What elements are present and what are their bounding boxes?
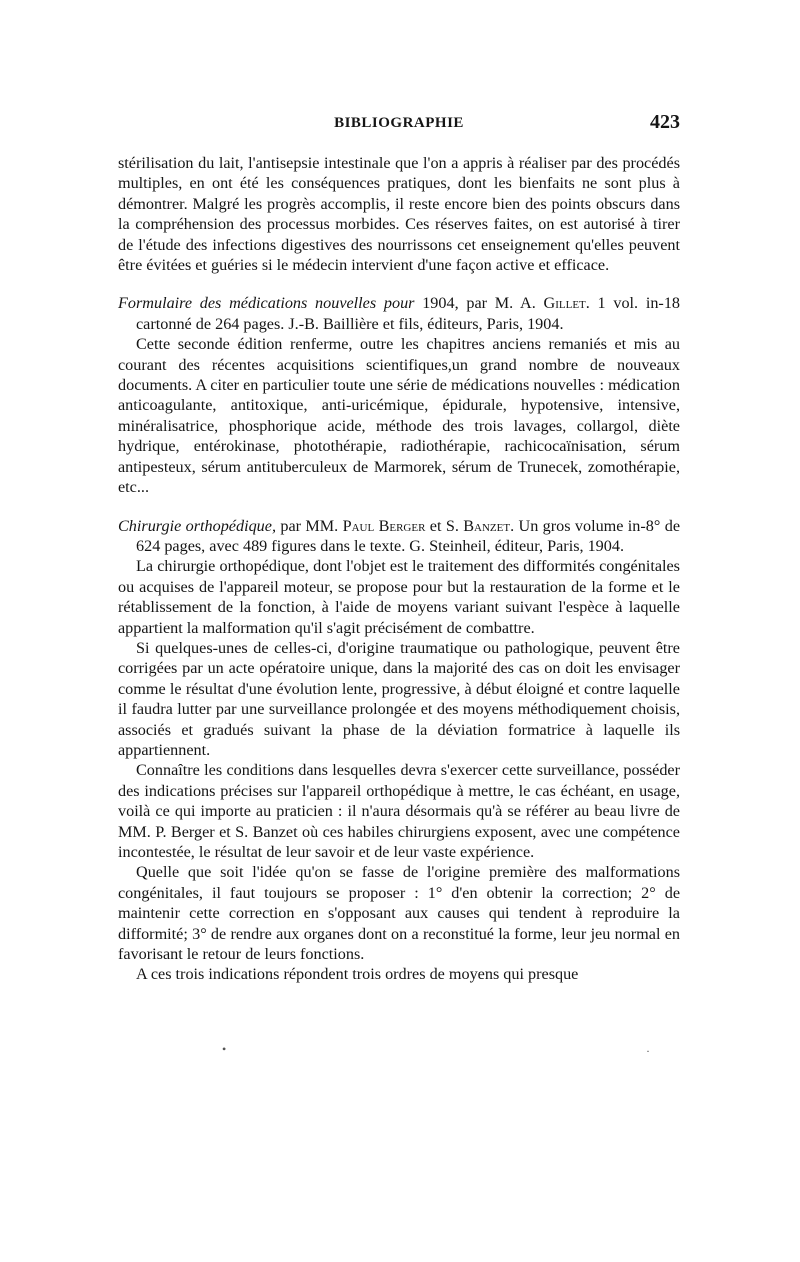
print-speck: • bbox=[222, 1042, 227, 1056]
page-header bbox=[118, 111, 680, 141]
review-2-paragraph: La chirurgie orthopédique, dont l'objet est le traitement des difformités congénitales ou acquises de l'appareil moteur, se propose pour but la restauration de la forme et le rétablissement de la fonction, à l'aide de moyens variant suivant l'espèce à laquelle appartient la malformation qu'il s'agit précisément de combattre. bbox=[118, 557, 680, 637]
review-2-paragraph: A ces trois indications répondent trois ordres de moyens qui presque bbox=[136, 965, 579, 984]
running-title: BIBLIOGRAPHIE bbox=[334, 115, 464, 131]
review-1-year: 1904, par M. A. bbox=[414, 294, 544, 313]
review-2-citation bbox=[118, 516, 680, 557]
print-speck: · bbox=[646, 1044, 650, 1058]
review-2-author-2: Banzet bbox=[463, 516, 511, 535]
review-2-details: . Un gros volume in-8° de 624 pages, avec 489 figures dans le texte. G. Steinheil, éditeur, Paris, 1904. bbox=[136, 516, 680, 555]
review-1-author: Gillet bbox=[543, 294, 586, 313]
review-1-citation bbox=[118, 293, 680, 334]
review-2-author-1: Paul Berger bbox=[342, 516, 426, 535]
review-2-paragraph: Si quelques-unes de celles-ci, d'origine traumatique ou pathologique, peuvent être corrigées par un acte opératoire unique, dans la majorité des cas on doit les envisager comme le résultat d'une évolution lente, progressive, à début éloigné et contre laquelle il faudra lutter par une surveillance prolongée et des moyens méthodiquement choisis, associés et gradués suivant la phase de la déviation formatrice à laquelle ils appartiennent. bbox=[118, 638, 680, 759]
review-2-par: par MM. bbox=[276, 516, 343, 535]
review-2-paragraph: Quelle que soit l'idée qu'on se fasse de l'origine première des malformations congénitales, il faut toujours se proposer : 1° d'en obtenir la correction; 2° de maintenir cette correction en s'opposant aux causes qui tendent à reproduire la difformité; 3° de rendre aux organes dont on a reconstitué la forme, leur jeu normal en favorisant le retour de leurs fonctions. bbox=[118, 863, 680, 964]
review-1-details: . 1 vol. in-18 cartonné de 264 pages. J.-B. Baillière et fils, éditeurs, Paris, 1904. bbox=[136, 294, 681, 333]
review-2-title: Chirurgie orthopédique, bbox=[118, 516, 276, 535]
review-1-title: Formulaire des médications nouvelles pour bbox=[118, 294, 415, 313]
review-2-paragraph: Connaître les conditions dans lesquelles devra s'exercer cette surveillance, posséder des indications précises sur l'appareil orthopédique à mettre, le cas échéant, en usage, voilà ce qui importe au praticien : il n'aura désormais qu'à se référer au beau livre de MM. P. Berger et S. Banzet où ces habiles chirurgiens exposent, avec une compétence incontestée, le résultat de leur savoir et de leur vaste expérience. bbox=[118, 761, 680, 861]
review-1-body: Cette seconde édition renferme, outre les chapitres anciens remaniés et mis au courant des récentes acquisitions scientifiques,un grand nombre de nouveaux documents. A citer en particulier toute une série de médications nouvelles : médication anticoagulante, antitoxique, anti-uricémique, épidurale, hypotensive, intensive, minéralisatrice, phosphorique acide, méthode des trois lavages, collargol, diète hydrique, entérokinase, photothérapie, radiothérapie, rachicocaïnisation, sérum antipesteux, sérum antituberculeux de Marmorek, sérum de Trunecek, zomothérapie, etc... bbox=[118, 335, 680, 497]
paragraph-continued: stérilisation du lait, l'antisepsie intestinale que l'on a appris à réaliser par des procédés multiples, en ont été les conséquences pratiques, dont les bienfaits ne sont plus à démontrer. Malgré les progrès accomplis, il reste encore bien des points obscurs dans la compréhension des processus morbides. Ces réserves faites, on est autorisé à tirer de l'étude des infections digestives des nourrissons cet enseignement qu'elles peuvent être évitées et guéries si le médecin intervient d'une façon active et efficace. bbox=[118, 154, 680, 275]
page-number: 423 bbox=[650, 111, 680, 133]
page-body bbox=[118, 153, 680, 985]
review-2-et: et S. bbox=[425, 516, 464, 535]
